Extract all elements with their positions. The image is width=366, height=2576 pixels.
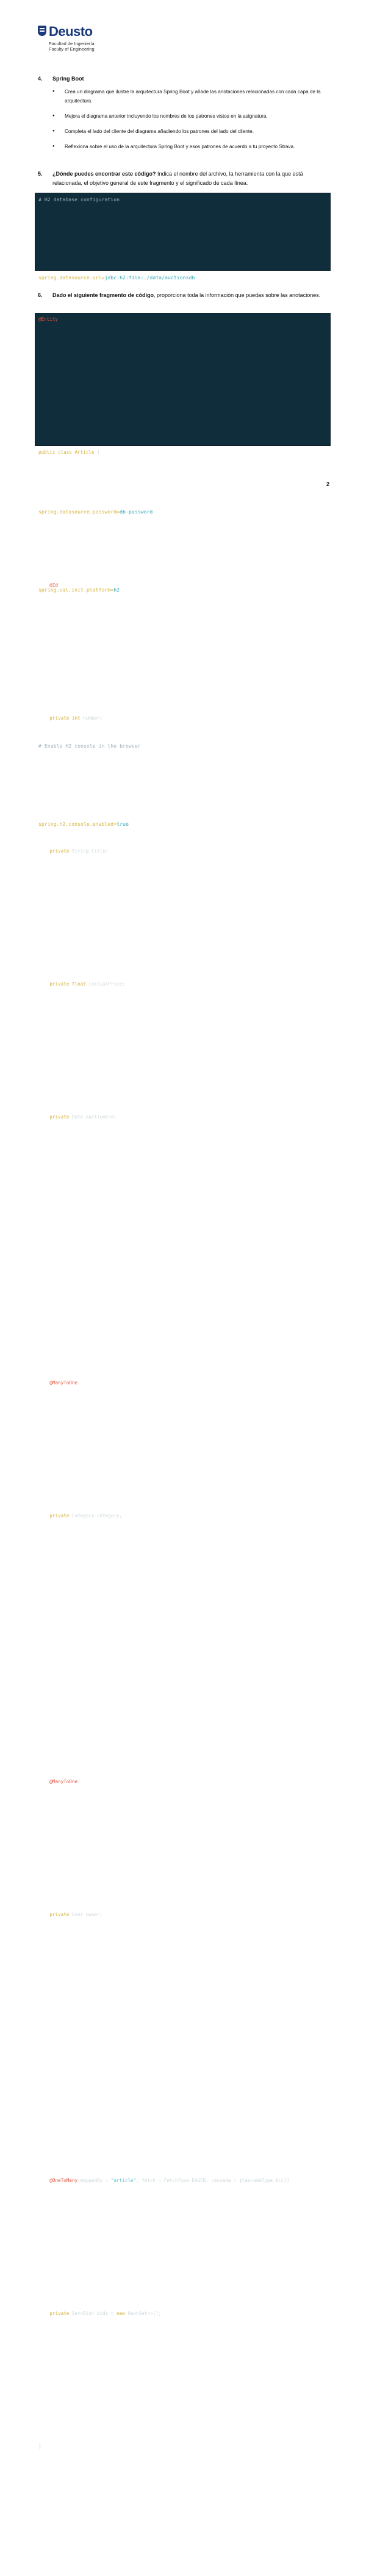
annotation-manytoone: @ManyToOne (49, 1779, 78, 1784)
section-6-question (38, 291, 331, 300)
blank-line (38, 1247, 327, 1379)
code-text: { (94, 449, 100, 455)
annotation-manytoone: @ManyToOne (49, 1380, 78, 1386)
section-title: Spring Boot (52, 76, 84, 82)
property-key: spring.datasource.password= (38, 509, 120, 515)
annotation-entity: @Entity (38, 317, 59, 322)
code-line (38, 582, 327, 715)
code-text: User owner; (71, 1912, 103, 1917)
code-line (38, 449, 330, 582)
code-line (38, 1911, 327, 2044)
code-text: HashSet<>(); (127, 2311, 162, 2316)
code-comment: # Enable H2 console in the browser (38, 743, 141, 749)
code-text: (mappedBy = (77, 2178, 111, 2183)
keyword: private (49, 2311, 72, 2316)
string-literal: "article" (110, 2178, 137, 2183)
keyword: private (49, 848, 72, 854)
keyword: private (49, 1114, 72, 1120)
property-value: true (117, 821, 129, 827)
property-value: jdbc:h2:file:./data/auctionsdb (104, 274, 195, 281)
property-value: h2 (113, 587, 120, 593)
code-text: , fetch = FetchType.EAGER, cascade = {CascadeType.ALL}) (136, 2178, 290, 2183)
keyword: public class (38, 449, 75, 455)
code-line (38, 848, 327, 981)
keyword: private (49, 715, 72, 721)
code-line (38, 1114, 327, 1247)
code-line: } (38, 2444, 41, 2449)
question-rest: Indica el nombre del archivo, la herramienta con la que está relacionada, el objetivo general de este fragmento y el significado de cada línea. (52, 171, 303, 186)
annotation-id: @Id (49, 582, 59, 588)
logo-subtitle-en: Faculty of Engineering (49, 46, 95, 52)
logo-wordmark: Deusto (49, 24, 93, 39)
code-line (38, 715, 327, 848)
section-4-bullets (52, 87, 331, 157)
question-rest: , proporciona toda la información que puedas sobre las anotaciones. (154, 292, 321, 298)
shield-icon (38, 26, 46, 36)
code-text: Date auctionEnd; (71, 1114, 117, 1120)
code-text: Set<Bid> bids = (71, 2311, 117, 2316)
code-line (38, 2310, 327, 2443)
code-text: String title; (71, 848, 109, 854)
deusto-logo (38, 24, 111, 54)
code-line (38, 2177, 327, 2310)
property-value: db-password (120, 509, 153, 515)
section-4-heading (38, 74, 331, 84)
section-number: 6. (38, 292, 43, 298)
keyword: private (49, 1912, 72, 1917)
section-5-question (38, 170, 331, 188)
blank-line (38, 1645, 327, 1778)
property-key: spring.h2.console.enabled= (38, 821, 117, 827)
blank-line (38, 2044, 327, 2177)
property-key: spring.sql.init.platform= (38, 587, 114, 593)
bullet-item: ● Crea un diagrama que ilustre la arquitectura Spring Boot y añade las anotaciones relacionadas con cada capa de la arquitectura. (52, 87, 331, 106)
keyword: private (49, 981, 72, 987)
class-name: Article (74, 449, 95, 455)
bullet-item: ● Reflexiona sobre el uso de la arquitectura Spring Boot y esos patrones de acuerdo a tu proyecto Strava. (52, 142, 331, 151)
question-text (52, 170, 331, 188)
page-number: 2 (326, 481, 330, 487)
code-line (38, 981, 327, 1114)
code-comment: # H2 database configuration (38, 196, 120, 202)
question-lead: Dado el siguiente fragmento de código (52, 292, 154, 298)
question-lead: ¿Dónde puedes encontrar este código? (52, 171, 156, 177)
keyword: private (49, 1513, 72, 1519)
code-line (38, 1512, 327, 1645)
bullet-item: ● Mejora el diagrama anterior incluyendo los nombres de los patrones vistos en la asignatura. (52, 112, 331, 121)
question-text (52, 291, 331, 300)
code-text: initialPrice; (88, 981, 125, 987)
type: float (71, 981, 89, 987)
code-line (38, 1379, 327, 1512)
keyword: new (117, 2311, 128, 2316)
annotation-onetomany: @OneToMany (49, 2178, 78, 2183)
code-text: number; (83, 715, 103, 721)
section-number: 5. (38, 171, 43, 177)
section-number: 4. (38, 76, 43, 82)
property-key: spring.datasource.url= (38, 274, 105, 281)
bullet-item: ● Completa el lado del cliente del diagrama añadiendo los patrones del lado del cliente. (52, 127, 331, 136)
logo-subtitle-es: Facultad de Ingeniería (49, 41, 95, 46)
code-line (38, 1778, 327, 1911)
type: int (71, 715, 84, 721)
code-text: Category category; (71, 1513, 123, 1519)
